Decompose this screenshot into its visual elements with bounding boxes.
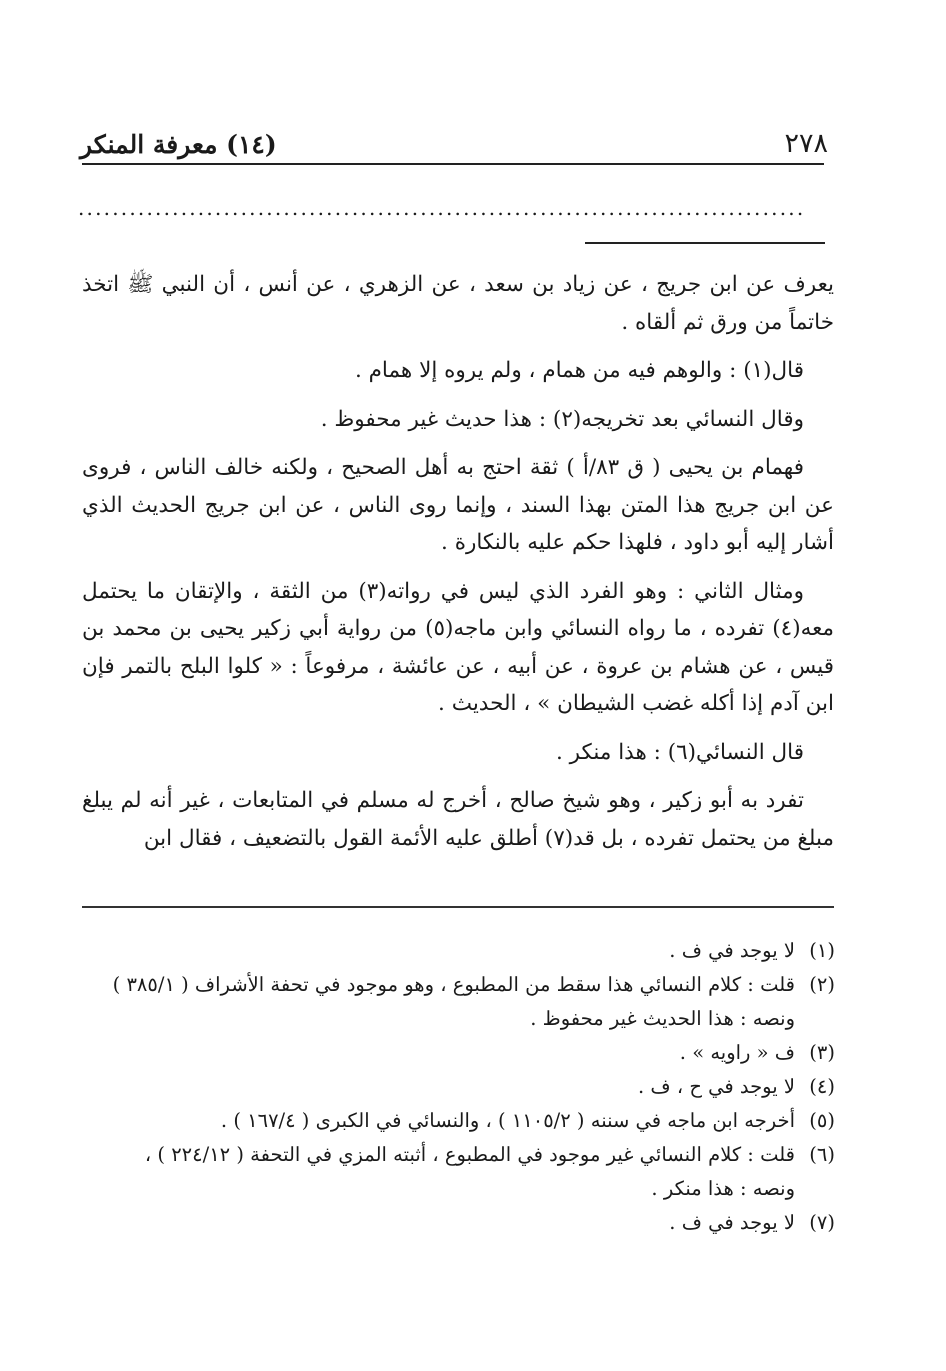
footnote-text: قلت : كلام النسائي غير موجود في المطبوع ، أثبته المزي في التحفة ( ٢٢٤/١٢ ) ، ونصه : هذا منكر . <box>144 1143 795 1200</box>
footnote-number: (٢) <box>809 973 835 996</box>
footnote-number: (١) <box>809 939 835 962</box>
paragraph: قال(١) : والوهم فيه من همام ، ولم يروه إلا همام . <box>354 358 804 383</box>
footnote-text: لا يوجد في ف . <box>669 1211 795 1234</box>
footnote <box>110 1036 835 1070</box>
footnote-number: (٣) <box>809 1041 835 1064</box>
footnote-number: (٧) <box>809 1211 835 1234</box>
footnote-text: قلت : كلام النسائي هذا سقط من المطبوع ، وهو موجود في تحفة الأشراف ( ٣٨٥/١ ) ونصه : هذا الحديث غير محفوظ . <box>112 973 795 1030</box>
footnote-separator <box>82 906 834 908</box>
paragraph: فهمام بن يحيى ( ق ٨٣/أ ) ثقة احتج به أهل الصحيح ، ولكنه خالف الناس ، فروى عن ابن جريج هذا المتن بهذا السند ، وإنما روى الناس ، عن ابن جريج الحديث الذي أشار إليه أبو داود ، فلهذا حكم عليه بالنكارة . <box>82 455 834 555</box>
footnote-text: ف « راويه » . <box>679 1041 795 1064</box>
footnotes <box>110 934 835 1240</box>
footnote <box>110 1206 835 1240</box>
footnote-text: لا يوجد في ح ، ف . <box>638 1075 795 1098</box>
paragraph: قال النسائي(٦) : هذا منكر . <box>555 739 804 765</box>
footnote <box>110 934 835 968</box>
paragraph: وقال النسائي بعد تخريجه(٢) : هذا حديث غير محفوظ . <box>320 406 804 432</box>
footnote <box>110 1104 835 1138</box>
paragraph: يعرف عن ابن جريج ، عن زياد بن سعد ، عن الزهري ، عن أنس ، أن النبي ﷺ اتخذ خاتماً من ورق ثم ألقاه . <box>82 272 834 335</box>
main-text <box>82 266 834 857</box>
footnote <box>110 1070 835 1104</box>
running-head: (١٤) معرفة المنكر <box>80 130 277 159</box>
footnote-number: (٦) <box>809 1143 835 1166</box>
footnote-number: (٤) <box>809 1075 835 1098</box>
dotted-separator: ..................................................................................... <box>78 196 806 220</box>
paragraph: تفرد به أبو زكير ، وهو شيخ صالح ، أخرج له مسلم في المتابعات ، غير أنه لم يبلغ مبلغ من يحتمل تفرده ، بل قد(٧) أطلق عليه الأئمة القول بالتضعيف ، فقال ابن <box>82 788 834 851</box>
footnote-text: أخرجه ابن ماجه في سننه ( ١١٠٥/٢ ) ، والنسائي في الكبرى ( ١٦٧/٤ ) . <box>220 1109 795 1132</box>
footnote-number: (٥) <box>809 1109 835 1132</box>
page-number: ٢٧٨ <box>784 128 828 159</box>
footnote <box>110 1138 835 1206</box>
footnote-text: لا يوجد في ف . <box>669 939 795 962</box>
paragraph: ومثال الثاني : وهو الفرد الذي ليس في رواته(٣) من الثقة ، والإتقان ما يحتمل معه(٤) تفرده ، ما رواه النسائي وابن ماجه(٥) من رواية أبي زكير يحيى بن محمد بن قيس ، عن هشام بن عروة ، عن أبيه ، عن عائشة ، مرفوعاً : « كلوا البلح بالتمر فإن ابن آدم إذا أكله غضب الشيطان » ، الحديث . <box>82 578 834 716</box>
header-rule <box>82 163 824 165</box>
short-rule <box>585 242 825 244</box>
footnote <box>110 968 835 1036</box>
